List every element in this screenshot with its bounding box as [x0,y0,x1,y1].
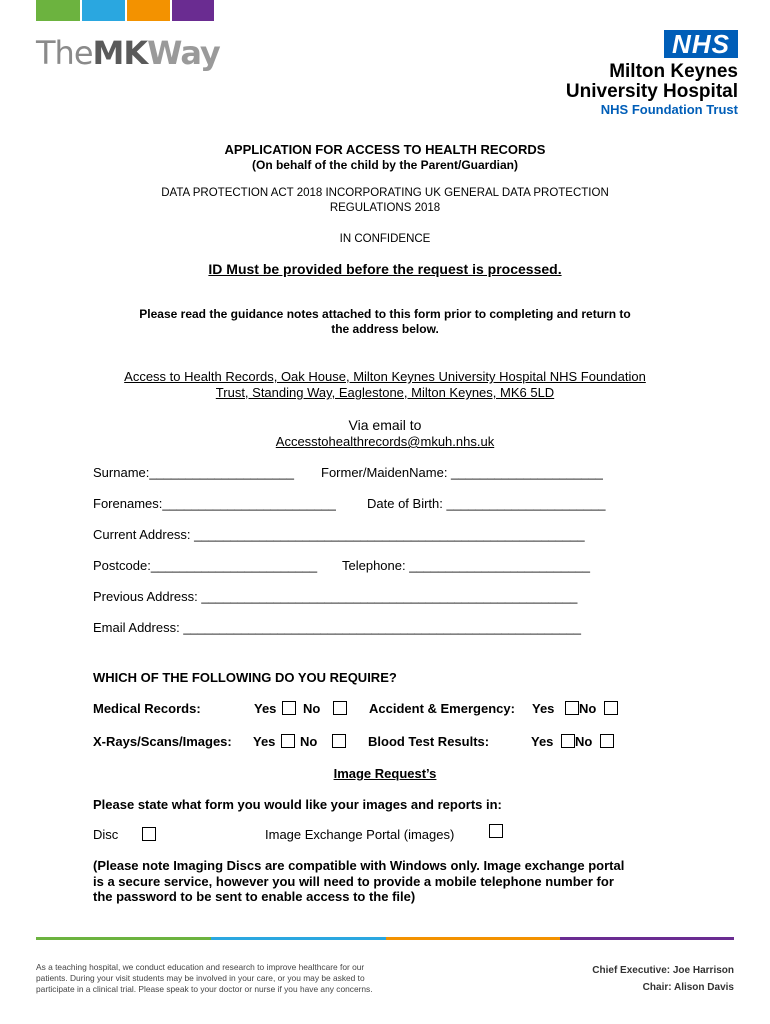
brand-bar-blue [82,0,125,21]
via-email-label: Via email to [348,417,422,433]
medical-no-checkbox[interactable] [333,701,347,715]
postcode-field[interactable]: Postcode:_______________________ [93,558,318,573]
medical-yes-checkbox[interactable] [282,701,296,715]
disc-checkbox[interactable] [142,827,156,841]
form-subtitle: (On behalf of the child by the Parent/Guardian) [251,158,519,172]
brand-bar-purple [172,0,214,21]
portal-checkbox[interactable] [489,824,503,838]
footer-bar-purple [560,937,734,940]
portal-label: Image Exchange Portal (images) [265,827,455,842]
trust-name: NHS Foundation Trust [600,102,738,117]
nhs-logo: NHS [664,30,738,58]
imaging-note-line-3: the password to be sent to enable access to the file) [93,889,416,904]
blood-no-label: No [575,734,593,749]
medical-no-label: No [303,701,321,716]
xrays-yes-label: Yes [253,734,276,749]
ae-no-checkbox[interactable] [604,701,618,715]
brand-bar-green [36,0,80,21]
teaching-notice: As a teaching hospital, we conduct education and research to improve healthcare for our patients. During your visit students may be involved in your care, or you may be asked to participate in a clinical trial. Please speak to your doctor or nurse if you have any concerns. [36,962,373,994]
blood-no-checkbox[interactable] [600,734,614,748]
xrays-no-label: No [300,734,318,749]
xrays-no-checkbox[interactable] [332,734,346,748]
blood-yes-label: Yes [531,734,554,749]
forenames-field[interactable]: Forenames:________________________ [93,496,336,511]
contact-email-link[interactable]: Accesstohealthrecords@mkuh.nhs.uk [275,434,495,449]
disc-label: Disc [93,827,119,842]
xrays-yes-checkbox[interactable] [281,734,295,748]
mkway-logo: TheMKWay [36,34,220,72]
brand-bar-orange [127,0,170,21]
previous-address-field[interactable]: Previous Address: ____________________________________________________ [93,589,578,604]
ae-yes-checkbox[interactable] [565,701,579,715]
medical-records-label: Medical Records: [93,701,201,716]
guidance-line-1: Please read the guidance notes attached to this form prior to completing and return to [139,307,631,321]
footer-bar-orange [386,937,560,940]
chief-executive: Chief Executive: Joe Harrison [592,965,734,976]
act-line-1: DATA PROTECTION ACT 2018 INCORPORATING UK GENERAL DATA PROTECTION [161,187,609,199]
address-line-1: Access to Health Records, Oak House, Milton Keynes University Hospital NHS Foundation [124,369,646,384]
blood-yes-checkbox[interactable] [561,734,575,748]
medical-yes-label: Yes [254,701,277,716]
form-title: APPLICATION FOR ACCESS TO HEALTH RECORDS [224,142,546,157]
current-address-field[interactable]: Current Address: ______________________________________________________ [93,527,585,542]
id-notice: ID Must be provided before the request is processed. [208,261,562,277]
address-line-2: Trust, Standing Way, Eaglestone, Milton Keynes, MK6 5LD [215,385,555,400]
ae-no-label: No [579,701,597,716]
dob-field[interactable]: Date of Birth: ______________________ [367,496,606,511]
hospital-name: Milton Keynes University Hospital [565,61,738,102]
image-request-heading: Image Request’s [333,766,437,781]
telephone-field[interactable]: Telephone: _________________________ [342,558,590,573]
ae-yes-label: Yes [532,701,555,716]
requirements-heading: WHICH OF THE FOLLOWING DO YOU REQUIRE? [93,670,397,685]
blood-test-label: Blood Test Results: [368,734,490,749]
image-form-question: Please state what form you would like your images and reports in: [93,797,502,812]
footer-bar-green [36,937,211,940]
imaging-note-line-1: (Please note Imaging Discs are compatible with Windows only. Image exchange portal [93,858,625,873]
confidence-label: IN CONFIDENCE [339,233,431,245]
former-name-field[interactable]: Former/MaidenName: _____________________ [321,465,603,480]
ae-label: Accident & Emergency: [369,701,515,716]
footer-bar-blue [211,937,386,940]
guidance-line-2: the address below. [331,322,439,336]
leadership [592,962,734,996]
imaging-note-line-2: is a secure service, however you will need to provide a mobile telephone number for [93,874,614,889]
surname-field[interactable]: Surname:____________________ [93,465,294,480]
act-line-2: REGULATIONS 2018 [329,202,441,214]
chair: Chair: Alison Davis [642,982,734,993]
xrays-label: X-Rays/Scans/Images: [93,734,232,749]
email-address-field[interactable]: Email Address: _______________________________________________________ [93,620,581,635]
